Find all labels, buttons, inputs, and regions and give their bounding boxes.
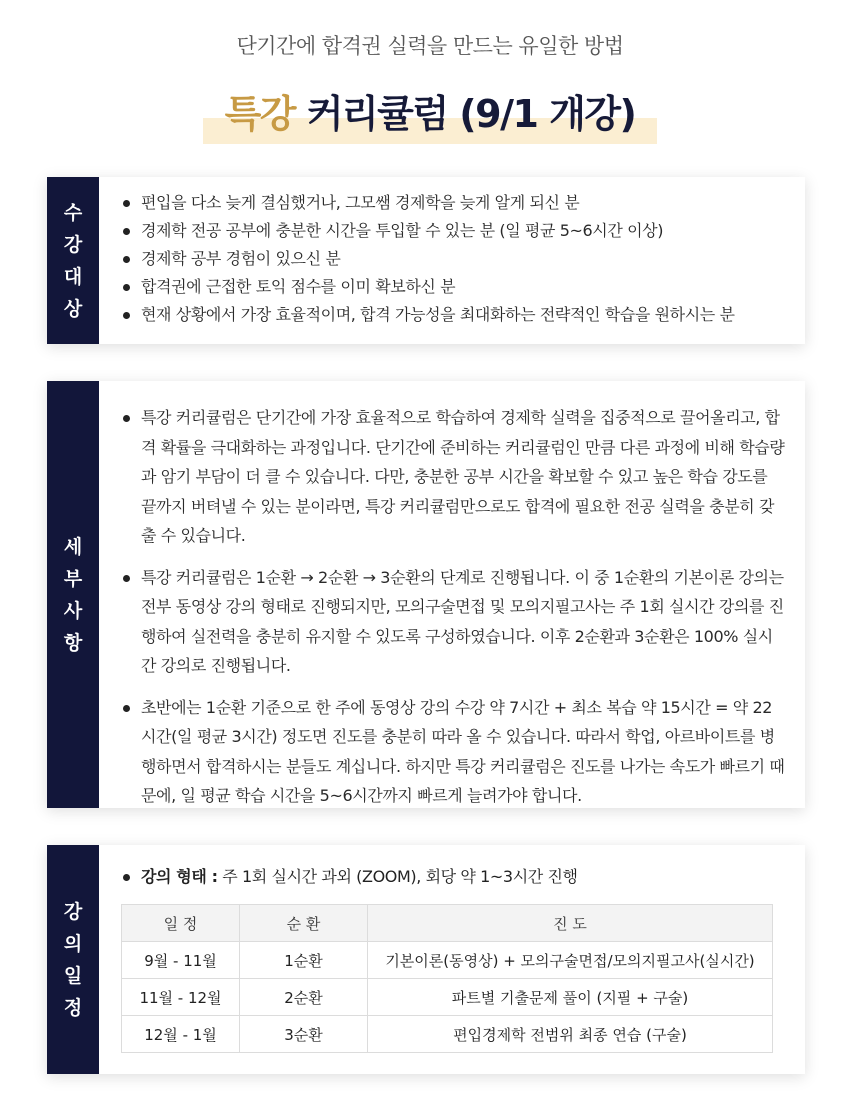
target-section-label bbox=[47, 177, 99, 344]
label-char: 의 bbox=[63, 932, 83, 955]
target-section-content bbox=[99, 177, 805, 344]
target-section bbox=[47, 177, 805, 344]
lecture-format-label: 강의 형태 : bbox=[141, 867, 218, 886]
lecture-format-text: 주 1회 실시간 과외 (ZOOM), 회당 약 1~3시간 진행 bbox=[217, 867, 578, 886]
list-item: 경제학 공부 경험이 있으신 분 bbox=[121, 245, 785, 273]
column-header: 순 환 bbox=[240, 905, 368, 942]
list-item: 현재 상황에서 가장 효율적이며, 합격 가능성을 최대화하는 전략적인 학습을 원하시는 분 bbox=[121, 301, 785, 329]
table-cell: 2순환 bbox=[240, 979, 368, 1016]
label-char: 부 bbox=[63, 567, 83, 590]
list-item: 특강 커리큘럼은 단기간에 가장 효율적으로 학습하여 경제학 실력을 집중적으로 끌어올리고, 합격 확률을 극대화하는 과정입니다. 단기간에 준비하는 커리큘럼인 만큼 다른 과정에 비해 학습량과 암기 부담이 더 클 수 있습니다. 다만, 충분한 공부 시간을 확보할 수 있고 높은 학습 강도를 끝까지 버텨낼 수 있는 분이라면, 특강 커리큘럼만으로도 합격에 필요한 전공 실력을 충분히 갖출 수 있습니다. bbox=[121, 403, 785, 551]
details-section-content bbox=[99, 381, 805, 808]
schedule-section bbox=[47, 845, 805, 1074]
page-title bbox=[203, 88, 658, 140]
table-row bbox=[122, 979, 773, 1016]
details-section-label bbox=[47, 381, 99, 808]
label-char: 일 bbox=[63, 964, 83, 987]
list-item: 편입을 다소 늦게 결심했거나, 그모쌤 경제학을 늦게 알게 되신 분 bbox=[121, 189, 785, 217]
list-item: 초반에는 1순환 기준으로 한 주에 동영상 강의 수강 약 7시간 + 최소 복습 약 15시간 = 약 22시간(일 평균 3시간) 정도면 진도를 충분히 따라 올 수 있습니다. 따라서 학업, 아르바이트를 병행하면서 합격하시는 분들도 계십니다. 하지만 특강 커리큘럼은 진도를 나가는 속도가 빠르기 때문에, 일 평균 학습 시간을 5~6시간까지 빠르게 늘려가야 합니다. bbox=[121, 693, 785, 811]
label-char: 대 bbox=[63, 265, 83, 288]
target-list bbox=[121, 189, 785, 329]
details-list bbox=[121, 403, 785, 811]
list-item: 특강 커리큘럼은 1순환 → 2순환 → 3순환의 단계로 진행됩니다. 이 중 1순환의 기본이론 강의는 전부 동영상 강의 형태로 진행되지만, 모의구술면접 및 모의지필고사는 주 1회 실시간 강의를 진행하여 실전력을 충분히 유지할 수 있도록 구성하였습니다. 이후 2순환과 3순환은 100% 실시간 강의로 진행됩니다. bbox=[121, 563, 785, 681]
label-char: 상 bbox=[63, 297, 83, 320]
label-char: 정 bbox=[63, 996, 83, 1019]
table-cell: 편입경제학 전범위 최종 연습 (구술) bbox=[368, 1016, 773, 1053]
label-char: 항 bbox=[63, 631, 83, 654]
table-header-row bbox=[122, 905, 773, 942]
column-header: 진 도 bbox=[368, 905, 773, 942]
schedule-table bbox=[121, 904, 773, 1053]
title-main: 커리큘럼 (9/1 개강) bbox=[294, 92, 636, 136]
page-title-wrap bbox=[0, 88, 860, 140]
label-char: 강 bbox=[63, 233, 83, 256]
list-item: 경제학 전공 공부에 충분한 시간을 투입할 수 있는 분 (일 평균 5~6시간 이상) bbox=[121, 217, 785, 245]
table-cell: 기본이론(동영상) + 모의구술면접/모의지필고사(실시간) bbox=[368, 942, 773, 979]
schedule-section-content bbox=[99, 845, 805, 1074]
table-row bbox=[122, 942, 773, 979]
table-cell: 3순환 bbox=[240, 1016, 368, 1053]
lecture-format bbox=[121, 863, 785, 891]
table-cell: 파트별 기출문제 풀이 (지필 + 구술) bbox=[368, 979, 773, 1016]
table-cell: 1순환 bbox=[240, 942, 368, 979]
column-header: 일 정 bbox=[122, 905, 240, 942]
table-cell: 11월 - 12월 bbox=[122, 979, 240, 1016]
list-item: 합격권에 근접한 토익 점수를 이미 확보하신 분 bbox=[121, 273, 785, 301]
table-cell: 9월 - 11월 bbox=[122, 942, 240, 979]
label-char: 수 bbox=[63, 201, 83, 224]
schedule-section-label bbox=[47, 845, 99, 1074]
title-accent: 특강 bbox=[224, 92, 295, 136]
label-char: 사 bbox=[63, 599, 83, 622]
table-cell: 12월 - 1월 bbox=[122, 1016, 240, 1053]
details-section bbox=[47, 381, 805, 808]
label-char: 강 bbox=[63, 900, 83, 923]
page-subtitle: 단기간에 합격권 실력을 만드는 유일한 방법 bbox=[236, 34, 624, 58]
label-char: 세 bbox=[63, 535, 83, 558]
table-row bbox=[122, 1016, 773, 1053]
